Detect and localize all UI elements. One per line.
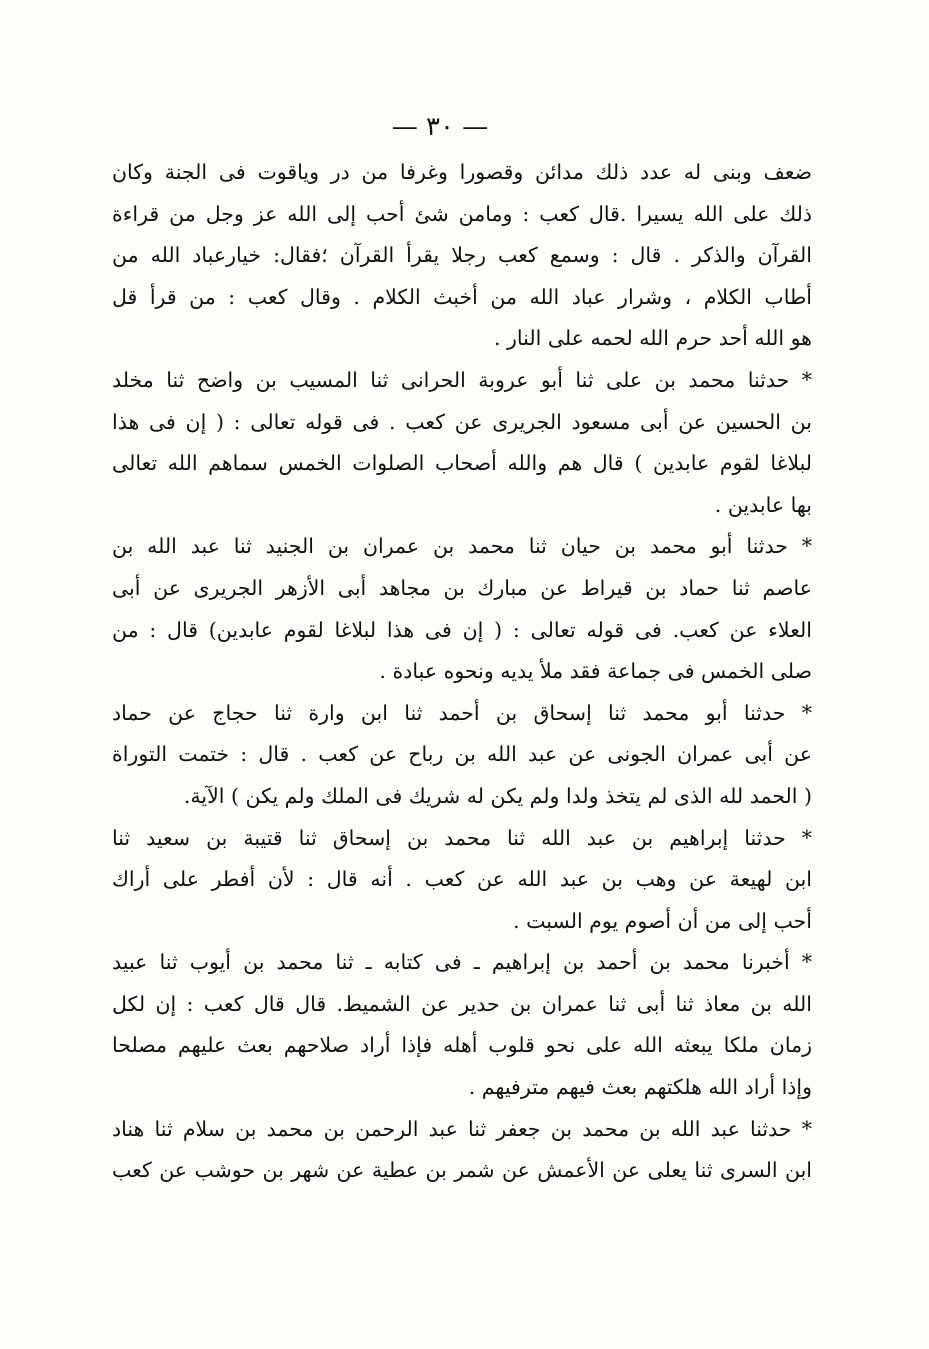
text-line: وإذا أراد الله هلكتهم بعث فيهم مترفيهم .	[468, 1075, 812, 1100]
text-line: بها عابدين .	[714, 492, 812, 517]
page-number: — ٣٠ —	[391, 112, 489, 142]
text-line: هو الله أحد حرم الله لحمه على النار .	[494, 326, 812, 351]
text-line: أطاب الكلام ، وشرار عباد الله من أخبث الكلام . وقال كعب : من قرأ قل	[112, 284, 812, 309]
text-line: الله بن معاذ ثنا أبى ثنا عمران بن حدير عن الشميط. قال قال كعب : إن لكل	[112, 991, 812, 1016]
text-line: * حدثنا أبو محمد ثنا إسحاق بن أحمد ثنا ابن وارة ثنا حجاج عن حماد	[112, 700, 812, 725]
text-line: لبلاغا لقوم عابدين ) قال هم والله أصحاب الصلوات الخمس سماهم الله تعالى	[112, 451, 812, 476]
text-line: * حدثنا أبو محمد بن حيان ثنا محمد بن عمران بن الجنيد ثنا عبد الله بن	[112, 534, 812, 559]
text-line: أحب إلى من أن أصوم يوم السبت .	[513, 908, 812, 933]
text-line: ذلك على الله يسيرا .قال كعب : ومامن شئ أحب إلى الله عز وجل من قراءة	[112, 201, 812, 226]
text-line: عاصم ثنا حماد بن قيراط عن مبارك بن مجاهد أبى الأزهر الجريرى عن أبى	[112, 575, 812, 600]
text-line: * حدثنا عبد الله بن محمد بن جعفر ثنا عبد الرحمن بن محمد بن سلام ثنا هناد	[112, 1116, 812, 1141]
text-line: عن أبى عمران الجونى عن عبد الله بن رباح عن كعب . قال : ختمت التوراة	[112, 742, 812, 767]
text-line: ( الحمد لله الذى لم يتخذ ولدا ولم يكن له شريك فى الملك ولم يكن ) الآية.	[183, 783, 812, 808]
text-line: بن الحسين عن أبى مسعود الجريرى عن كعب . فى قوله تعالى : ( إن فى هذا	[112, 409, 812, 434]
text-line: ابن لهيعة عن وهب بن عبد الله عن كعب . أنه قال : لأن أفطر على أراك	[112, 867, 812, 892]
body-text	[112, 152, 812, 1192]
text-line: * حدثنا محمد بن على ثنا أبو عروبة الحرانى ثنا المسيب بن واضح ثنا مخلد	[112, 367, 812, 392]
text-line: ابن السرى ثنا يعلى عن الأعمش عن شمر بن عطية عن شهر بن حوشب عن كعب	[112, 1158, 812, 1183]
text-line: العلاء عن كعب. فى قوله تعالى : ( إن فى هذا لبلاغا لقوم عابدين) قال : من	[112, 617, 812, 642]
text-line: * أخبرنا محمد بن أحمد بن إبراهيم ـ فى كتابه ـ ثنا محمد بن أيوب ثنا عبيد	[112, 950, 812, 975]
text-line: * حدثنا إبراهيم بن عبد الله ثنا محمد بن إسحاق ثنا قتيبة بن سعيد ثنا	[112, 825, 812, 850]
text-line: زمان ملكا يبعثه الله على نحو قلوب أهله فإذا أراد صلاحهم بعث عليهم مصلحا	[112, 1033, 812, 1058]
text-line: صلى الخمس فى جماعة فقد ملأ يديه ونحوه عبادة .	[379, 659, 812, 684]
text-line: ضعف وبنى له عدد ذلك مدائن وقصورا وغرفا من در وياقوت فى الجنة وكان	[112, 160, 812, 184]
text-line: القرآن والذكر . قال : وسمع كعب رجلا يقرأ القرآن ؛فقال: خيارعباد الله من	[112, 243, 812, 268]
